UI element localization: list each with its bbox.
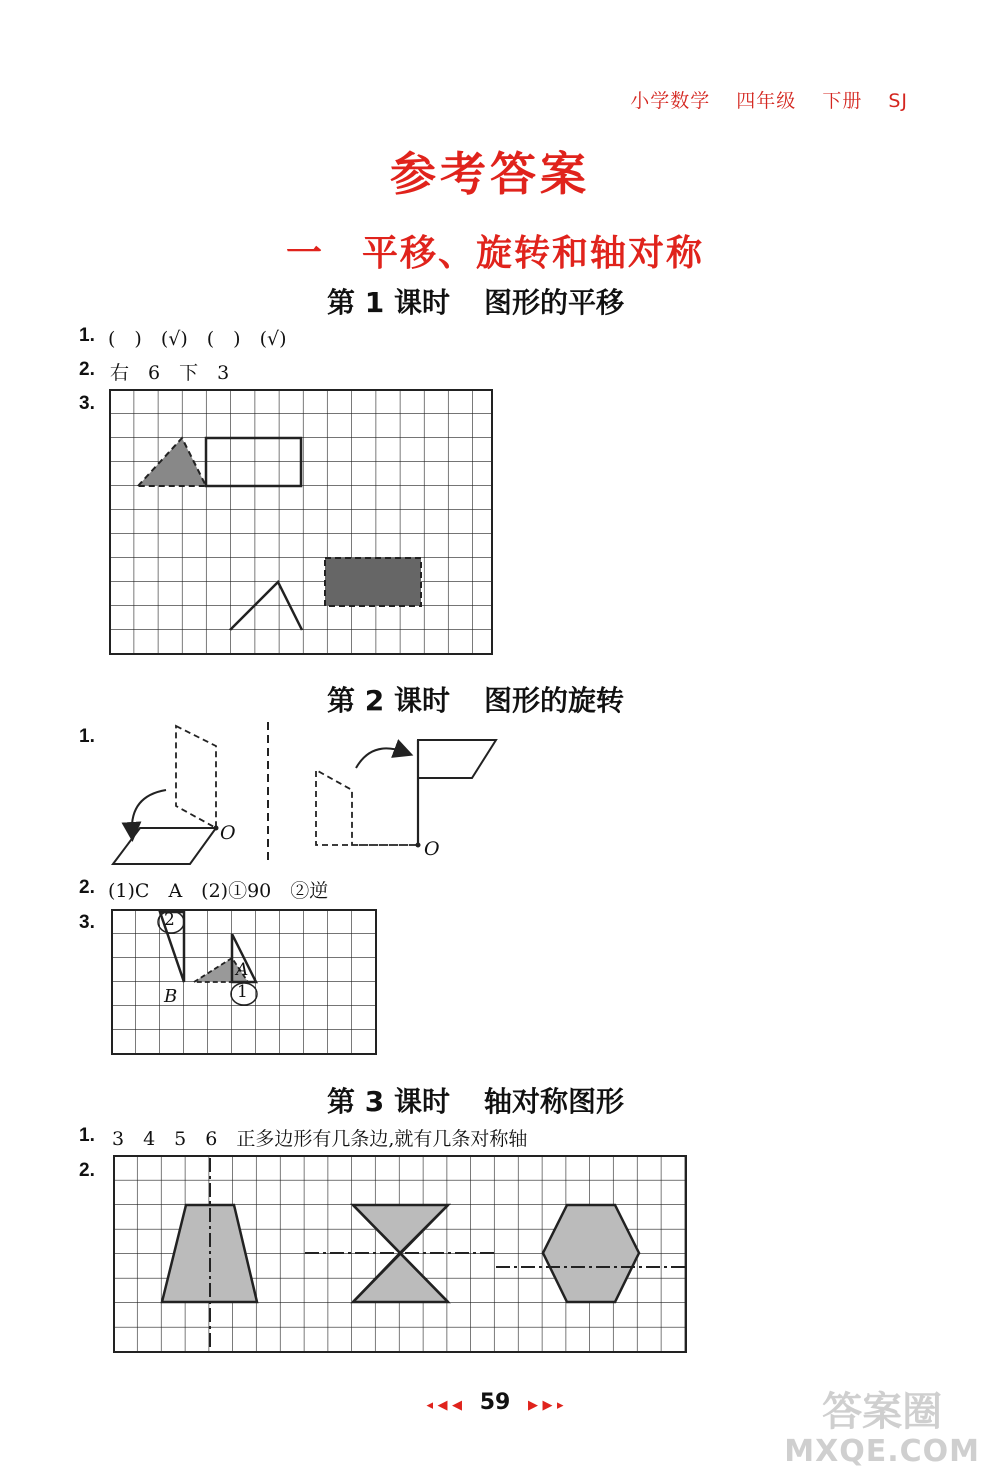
lesson-2-title [327, 679, 624, 719]
prev-arrows-icon: ◂ ◀ ◀ [426, 1398, 463, 1413]
l1-q3-grid [110, 390, 492, 654]
l3-q2-number: 2. [79, 1160, 95, 1181]
l1-q2-answer: 右 6 下 3 [110, 362, 230, 384]
l2-q3-circled-2: 2 [164, 910, 175, 930]
l2-q3-label-b: B [164, 986, 178, 1007]
header-edition: SJ [888, 90, 908, 112]
l3-q2-grid [114, 1156, 686, 1352]
watermark-logo [784, 1389, 980, 1472]
l2-q3-circled-1: 1 [237, 982, 248, 1002]
l1-q2-number: 2. [79, 359, 95, 380]
l2-q3-number: 3. [79, 912, 95, 933]
chapter-title: 一 平移、旋转和轴对称 [285, 233, 704, 274]
watermark-line-2: MXQE.COM [784, 1434, 980, 1469]
l2-q1-center-label-right: O [424, 838, 440, 860]
lesson-2-label: 第 2 课时 [327, 684, 450, 717]
header-grade: 四年级 [736, 90, 797, 112]
l2-q1-center-label-left: O [220, 822, 236, 844]
l2-q3-label-a: A [236, 960, 249, 980]
l2-q2-number: 2. [79, 877, 95, 898]
lesson-2-topic: 图形的旋转 [483, 684, 624, 717]
page-number-value: 59 [479, 1390, 511, 1415]
l3-q1-number: 1. [79, 1125, 95, 1146]
lesson-3-topic: 轴对称图形 [483, 1085, 624, 1118]
lesson-3-label: 第 3 课时 [327, 1085, 450, 1118]
next-arrows-icon: ▶ ▶ ▸ [527, 1398, 564, 1413]
lesson-1-topic: 图形的平移 [483, 286, 624, 319]
watermark-line-1: 答案圈 [822, 1389, 943, 1435]
l2-q2-answer: (1)C A (2)①90 ②逆 [108, 880, 329, 902]
l1-q3-number: 3. [79, 393, 95, 414]
lesson-1-label: 第 1 课时 [327, 286, 450, 319]
header-subject: 小学数学 [630, 90, 711, 112]
l1-q1-number: 1. [79, 325, 95, 346]
page-title: 参考答案 [390, 147, 590, 201]
lesson-3-title [327, 1080, 624, 1120]
l3-q1-answer: 3 4 5 6 正多边形有几条边,就有几条对称轴 [112, 1128, 528, 1150]
header-term: 下册 [822, 90, 863, 112]
l1-q1-answer: ( ) (√) ( ) (√) [108, 328, 287, 350]
l2-q1-number: 1. [79, 726, 95, 747]
